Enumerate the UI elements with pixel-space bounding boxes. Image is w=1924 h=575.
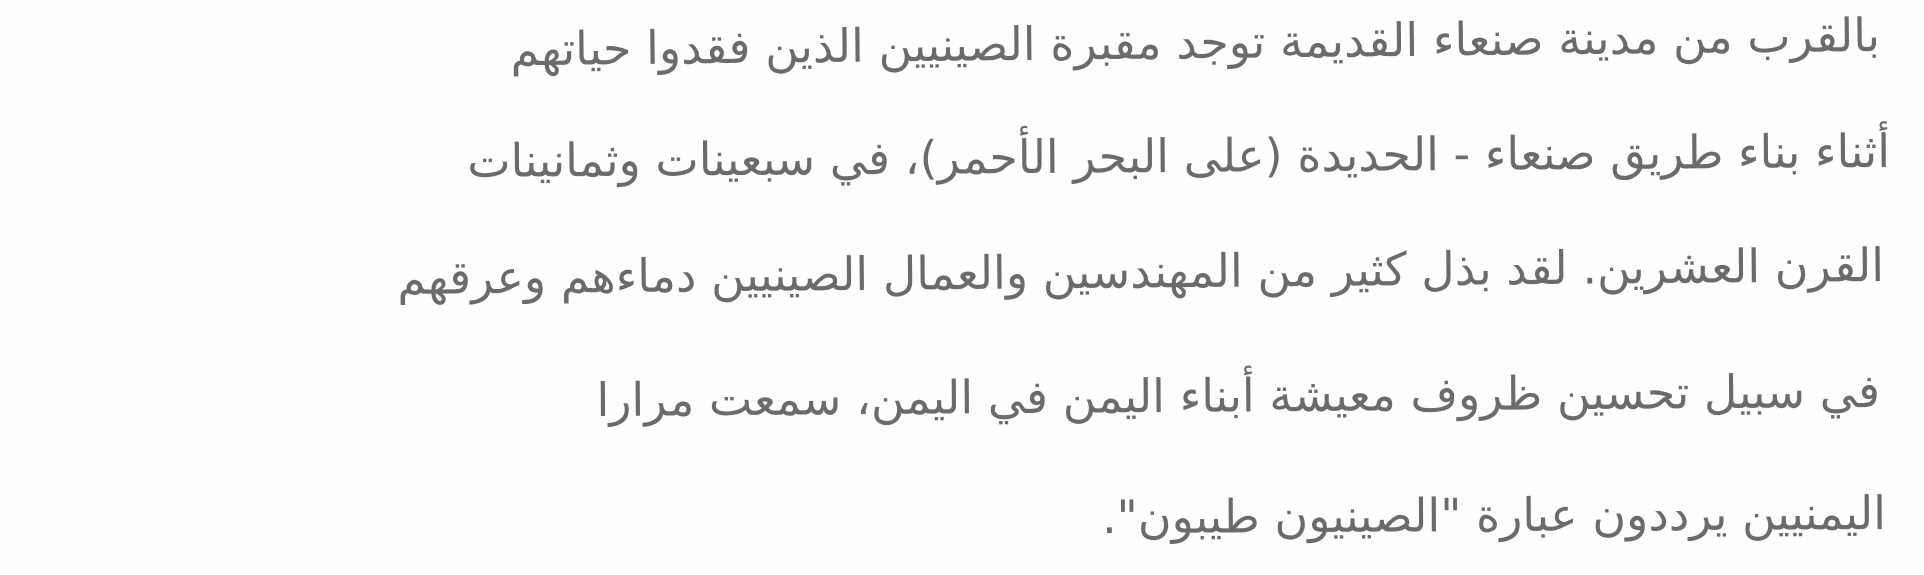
- handwritten-line-1: بالقرب من مدينة صنعاء القديمة توجد مقبرة الصينيين الذين فقدوا حياتهم: [510, 8, 1881, 77]
- handwritten-line-2: أثناء بناء طريق صنعاء - الحديدة (على البحر الأحمر)، في سبعينات وثمانينات: [467, 124, 1891, 188]
- handwritten-line-4: في سبيل تحسين ظروف معيشة أبناء اليمن في اليمن، سمعت مرارا: [596, 364, 1881, 427]
- handwritten-line-3: القرن العشرين. لقد بذل كثير من المهندسين والعمال الصينيين دماءهم وعرقهم: [397, 238, 1885, 305]
- handwritten-line-5: اليمنيين يرددون عبارة "الصينيون طيبون".: [1101, 486, 1887, 545]
